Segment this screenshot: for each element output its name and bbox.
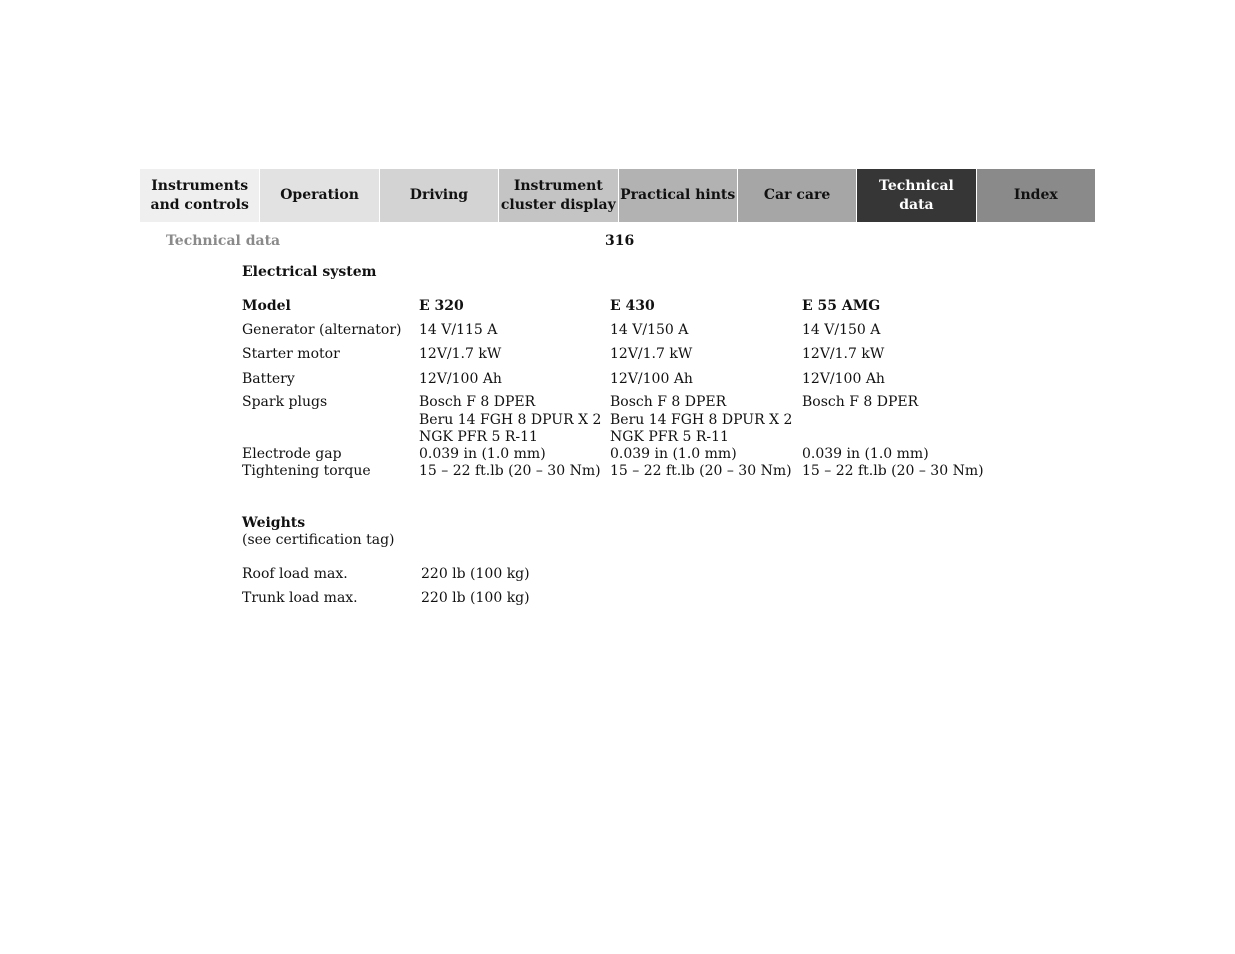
column-header-model: Model [242, 298, 291, 314]
tab-index[interactable]: Index [976, 169, 1095, 222]
row-label-tightening-torque: Tightening torque [242, 463, 371, 479]
cell-value: 12V/1.7 kW [802, 346, 885, 362]
tab-instruments-and-controls[interactable]: Instruments and controls [140, 169, 259, 222]
row-label-generator: Generator (alternator) [242, 322, 402, 338]
cell-value: 12V/100 Ah [802, 371, 885, 387]
column-header-e55amg: E 55 AMG [802, 298, 881, 314]
weights-note: (see certification tag) [242, 532, 395, 548]
row-label-trunk-load: Trunk load max. [242, 590, 358, 606]
column-header-e430: E 430 [610, 298, 655, 314]
column-header-e320: E 320 [419, 298, 464, 314]
cell-value: 14 V/150 A [610, 322, 689, 338]
row-label-spark-plugs: Spark plugs [242, 394, 328, 410]
row-label-starter-motor: Starter motor [242, 346, 340, 362]
cell-value: 15 – 22 ft.lb (20 – 30 Nm) [419, 463, 601, 479]
weights-heading: Weights [242, 515, 306, 531]
chapter-tab-bar [140, 169, 1095, 222]
cell-value: 14 V/150 A [802, 322, 881, 338]
row-label-roof-load: Roof load max. [242, 566, 348, 582]
cell-value: Bosch F 8 DPER [419, 394, 536, 410]
tab-driving[interactable]: Driving [379, 169, 498, 222]
cell-value: 220 lb (100 kg) [421, 566, 530, 582]
tab-technical-data[interactable]: Technical data [856, 169, 975, 222]
tab-instrument-cluster-display[interactable]: Instrument cluster display [498, 169, 617, 222]
cell-value: 0.039 in (1.0 mm) [802, 446, 929, 462]
cell-value: 0.039 in (1.0 mm) [610, 446, 737, 462]
tab-operation[interactable]: Operation [259, 169, 378, 222]
cell-value: 12V/100 Ah [419, 371, 502, 387]
cell-value: Beru 14 FGH 8 DPUR X 2 [610, 412, 793, 428]
cell-value: Bosch F 8 DPER [802, 394, 919, 410]
cell-value: 15 – 22 ft.lb (20 – 30 Nm) [802, 463, 984, 479]
electrical-system-heading: Electrical system [242, 264, 377, 280]
cell-value: NGK PFR 5 R-11 [610, 429, 729, 445]
cell-value: 15 – 22 ft.lb (20 – 30 Nm) [610, 463, 792, 479]
cell-value: 12V/100 Ah [610, 371, 693, 387]
page-number: 316 [605, 233, 635, 249]
cell-value: 12V/1.7 kW [610, 346, 693, 362]
section-title: Technical data [166, 233, 281, 249]
row-label-electrode-gap: Electrode gap [242, 446, 342, 462]
tab-car-care[interactable]: Car care [737, 169, 856, 222]
cell-value: 0.039 in (1.0 mm) [419, 446, 546, 462]
tab-practical-hints[interactable]: Practical hints [618, 169, 737, 222]
cell-value: Bosch F 8 DPER [610, 394, 727, 410]
cell-value: 14 V/115 A [419, 322, 498, 338]
cell-value: Beru 14 FGH 8 DPUR X 2 [419, 412, 602, 428]
cell-value: 12V/1.7 kW [419, 346, 502, 362]
cell-value: 220 lb (100 kg) [421, 590, 530, 606]
cell-value: NGK PFR 5 R-11 [419, 429, 538, 445]
row-label-battery: Battery [242, 371, 295, 387]
